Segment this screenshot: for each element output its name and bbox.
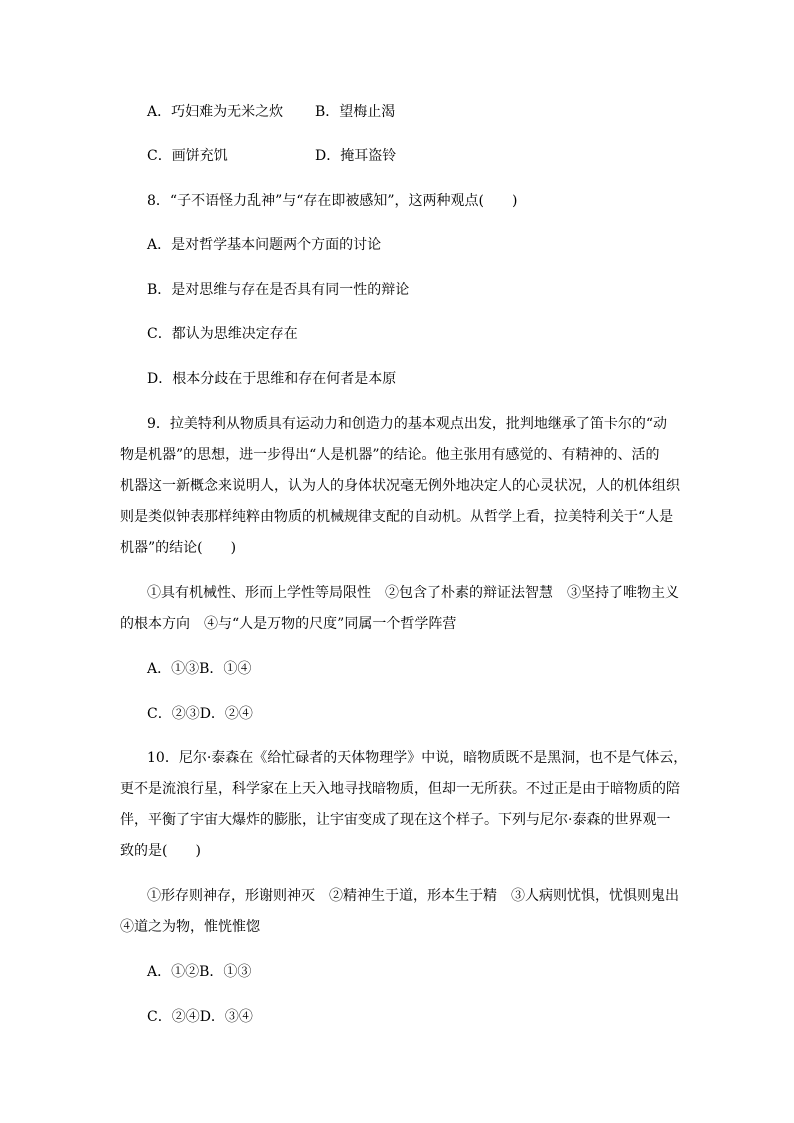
q10-stem-line-4: 致的是( ) — [120, 843, 201, 859]
q8-option-b: B．是对思维与存在是否具有同一性的辩论 — [147, 282, 410, 298]
q9-stem-line-3: 机器这一新概念来说明人，认为人的身体状况毫无例外地决定人的心灵状况，人的机体组织 — [120, 478, 680, 494]
q10-options-ab: A．①②B．①③ — [147, 964, 252, 980]
q8-option-a: A．是对哲学基本问题两个方面的讨论 — [147, 237, 382, 253]
q9-stem-line-1: 9．拉美特利从物质具有运动力和创造力的基本观点出发，批判地继承了笛卡尔的“动 — [147, 416, 668, 432]
q9-stem-line-4: 则是类似钟表那样纯粹由物质的机械规律支配的自动机。从哲学上看，拉美特利关于“人是 — [120, 509, 674, 525]
q8-option-d: D．根本分歧在于思维和存在何者是本原 — [147, 371, 397, 387]
q10-stem-line-3: 伴，平衡了宇宙大爆炸的膨胀，让宇宙变成了现在这个样子。下列与尼尔·泰森的世界观一 — [120, 812, 671, 828]
q7-option-d: D．掩耳盗铃 — [315, 148, 397, 164]
q10-stem-line-1: 10．尼尔·泰森在《给忙碌者的天体物理学》中说，暗物质既不是黑洞，也不是气体云， — [147, 750, 688, 766]
q7-option-b: B．望梅止渴 — [315, 104, 396, 120]
q9-stem-line-2: 物是机器”的思想，进一步得出“人是机器”的结论。他主张用有感觉的、有精神的、活的 — [120, 447, 660, 463]
q9-items-line-2: 的根本方向 ④与“人是万物的尺度”同属一个哲学阵营 — [120, 616, 457, 632]
q10-items-line-2: ④道之为物，惟恍惟惚 — [120, 919, 260, 935]
q8-option-c: C．都认为思维决定存在 — [147, 326, 298, 342]
q9-options-ab: A．①③B．①④ — [147, 661, 252, 677]
q10-stem-line-2: 更不是流浪行星，科学家在上天入地寻找暗物质，但却一无所获。不过正是由于暗物质的陪 — [120, 781, 680, 797]
q7-option-c: C．画饼充饥 — [147, 148, 228, 164]
q9-items-line-1: ①具有机械性、形而上学性等局限性 ②包含了朴素的辩证法智慧 ③坚持了唯物主义 — [147, 585, 679, 601]
q9-stem-line-5: 机器”的结论( ) — [120, 540, 237, 556]
q10-options-cd: C．②④D．③④ — [147, 1009, 253, 1025]
q10-items-line-1: ①形存则神存，形谢则神灭 ②精神生于道，形本生于精 ③人病则忧惧，忧惧则鬼出 — [147, 888, 679, 904]
q9-options-cd: C．②③D．②④ — [147, 706, 253, 722]
q7-option-a: A．巧妇难为无米之炊 — [147, 104, 284, 120]
q8-stem: 8．“子不语怪力乱神”与“存在即被感知”，这两种观点( ) — [147, 193, 518, 209]
